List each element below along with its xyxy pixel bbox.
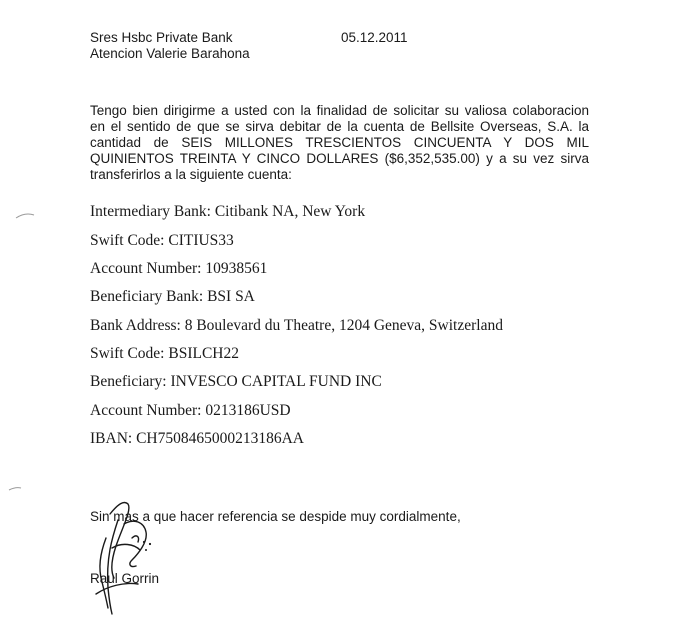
- detail-swift-code-2: Swift Code: BSILCH22: [90, 345, 239, 362]
- signer-name: Raul Gorrin: [90, 571, 160, 586]
- body-line-5: transferirlos a la siguiente cuenta:: [90, 167, 292, 182]
- detail-swift-code-1: Swift Code: CITIUS33: [90, 232, 234, 249]
- detail-iban: IBAN: CH7508465000213186AA: [90, 430, 304, 447]
- addressee: [90, 30, 250, 62]
- detail-intermediary-bank: Intermediary Bank: Citibank NA, New York: [90, 203, 366, 220]
- scan-mark-bottom: [8, 486, 22, 492]
- closing-line: Sin mas a que hacer referencia se despide muy cordialmente,: [90, 509, 461, 524]
- letter-date: 05.12.2011: [341, 30, 408, 45]
- scan-mark-top: [14, 212, 36, 220]
- body-line-1: Tengo bien dirigirme a usted con la finalidad de solicitar su valiosa colaboracion: [90, 103, 589, 118]
- handwritten-signature: [88, 498, 178, 618]
- body-line-4: QUINIENTOS TREINTA Y CINCO DOLLARES ($6,352,535.00) y a su vez sirva: [90, 151, 589, 166]
- body-paragraph: [90, 103, 589, 183]
- addressee-line-1: Sres Hsbc Private Bank: [90, 30, 233, 45]
- detail-beneficiary-bank: Beneficiary Bank: BSI SA: [90, 288, 255, 305]
- detail-account-number-2: Account Number: 0213186USD: [90, 402, 291, 419]
- detail-account-number-1: Account Number: 10938561: [90, 260, 268, 277]
- body-line-3: cantidad de SEIS MILLONES TRESCIENTOS CINCUENTA Y DOS MIL: [90, 135, 589, 150]
- detail-beneficiary: Beneficiary: INVESCO CAPITAL FUND INC: [90, 373, 382, 390]
- body-line-2: en el sentido de que se sirva debitar de la cuenta de Bellsite Overseas, S.A. la: [90, 119, 589, 134]
- addressee-line-2: Atencion Valerie Barahona: [90, 46, 250, 61]
- detail-bank-address: Bank Address: 8 Boulevard du Theatre, 1204 Geneva, Switzerland: [90, 317, 503, 334]
